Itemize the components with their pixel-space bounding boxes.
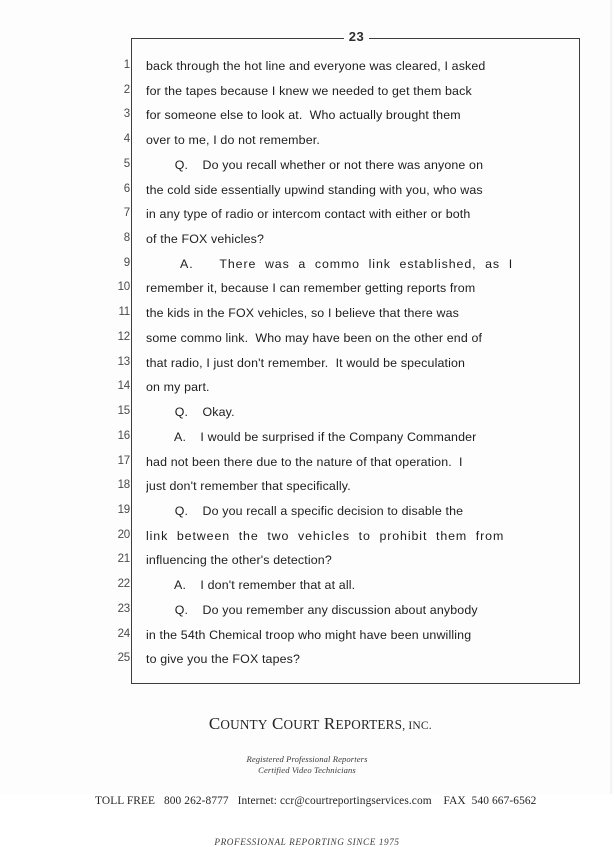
transcript-line: of the FOX vehicles?: [146, 232, 265, 247]
line-number: 19: [117, 503, 130, 516]
transcript-line: A. There was a commo link established, as I: [146, 256, 514, 271]
firm-name-c3: R: [319, 714, 336, 733]
transcript-line: for someone else to look at. Who actually brought them: [146, 108, 461, 123]
line-number: 13: [117, 355, 130, 368]
line-number: 1: [123, 59, 130, 71]
firm-name: [0, 694, 614, 754]
transcript-body: [106, 29, 581, 685]
page-number: [132, 29, 581, 44]
transcript-border-frame: [131, 29, 580, 684]
firm-name-w2: OURT: [283, 717, 320, 732]
firm-name-c2: C: [267, 714, 284, 733]
transcript-line: influencing the other's detection?: [146, 553, 332, 568]
transcript-line: Q. Do you recall a specific decision to disable the: [146, 503, 464, 518]
transcript-line: over to me, I do not remember.: [146, 133, 320, 148]
page-number-value: 23: [344, 29, 369, 44]
testimony-lines: [146, 54, 570, 672]
transcript-line: on my part.: [146, 380, 210, 395]
line-number: 11: [118, 306, 130, 319]
line-number: 10: [117, 281, 130, 294]
transcript-line: A. I would be surprised if the Company Commander: [146, 429, 477, 444]
tagline-video-technicians: Certified Video Technicians: [258, 765, 356, 775]
transcript-line: that radio, I just don't remember. It would be speculation: [146, 355, 466, 370]
line-number: 2: [123, 83, 130, 96]
transcript-line: remember it, because I can remember getting reports from: [146, 281, 476, 296]
toll-free-label: TOLL FREE: [95, 795, 156, 807]
line-number: 25: [117, 652, 130, 665]
firm-name-suffix: , INC.: [402, 720, 432, 732]
scan-edge-right: [610, 0, 612, 794]
transcript-line: some commo link. Who may have been on the other end of: [146, 330, 483, 345]
line-number: 23: [117, 602, 130, 615]
line-number: 17: [117, 454, 130, 467]
email-address: ccr@courtreportingservices.com: [280, 795, 432, 807]
transcript-line: in any type of radio or intercom contact with either or both: [146, 207, 471, 222]
spacer-2: [229, 795, 238, 807]
line-number: 4: [123, 133, 130, 146]
line-number: 14: [117, 380, 130, 393]
tagline-registered-reporters: Registered Professional Reporters: [246, 754, 368, 764]
line-number: 21: [117, 553, 130, 566]
transcript-line: just don't remember that specifically.: [146, 479, 351, 494]
fax-label: FAX: [443, 795, 466, 807]
line-number: 16: [117, 429, 130, 442]
line-number: 18: [117, 479, 130, 492]
transcript-line: back through the hot line and everyone was cleared, I asked: [146, 59, 486, 73]
firm-name-c1: C: [208, 714, 221, 733]
line-number: 12: [117, 330, 130, 343]
transcript-line: Q. Do you recall whether or not there was anyone on: [146, 157, 484, 172]
fax-number: 540 667-6562: [471, 795, 537, 807]
transcript-line: link between the two vehicles to prohibit them from: [146, 528, 505, 543]
line-number: 9: [123, 256, 130, 269]
line-number: 6: [123, 182, 130, 195]
transcript-line: the kids in the FOX vehicles, so I believe that there was: [146, 306, 459, 321]
line-number-gutter: [106, 53, 130, 673]
line-number: 3: [123, 108, 130, 121]
line-number: 24: [117, 627, 130, 640]
line-number: 7: [123, 207, 130, 220]
line-number: 5: [123, 157, 130, 170]
spacer-1: [155, 795, 164, 807]
internet-label: Internet:: [237, 795, 278, 807]
reporter-footer: [0, 694, 614, 847]
transcript-line: the cold side essentially upwind standing with you, who was: [146, 182, 483, 197]
firm-name-w3: EPORTERS: [335, 717, 403, 732]
transcript-line: Q. Do you remember any discussion about anybody: [146, 602, 478, 617]
spacer-4: [432, 795, 444, 807]
transcript-line: for the tapes because I knew we needed to get them back: [146, 83, 472, 98]
line-number: 8: [123, 232, 130, 245]
transcript-line: A. I don't remember that at all.: [146, 578, 356, 593]
transcript-line: in the 54th Chemical troop who might have been unwilling: [146, 627, 472, 642]
line-number: 15: [117, 405, 130, 418]
since-line: PROFESSIONAL REPORTING SINCE 1975: [214, 837, 400, 847]
line-number: 22: [117, 578, 130, 591]
toll-free-number: 800 262-8777: [163, 795, 229, 807]
transcript-line: Q. Okay.: [146, 405, 235, 420]
firm-name-w1: OUNTY: [220, 717, 268, 732]
line-number: 20: [117, 528, 130, 541]
transcript-line: to give you the FOX tapes?: [146, 652, 301, 667]
contact-line: [0, 783, 614, 819]
transcript-line: had not been there due to the nature of that operation. I: [146, 454, 463, 469]
